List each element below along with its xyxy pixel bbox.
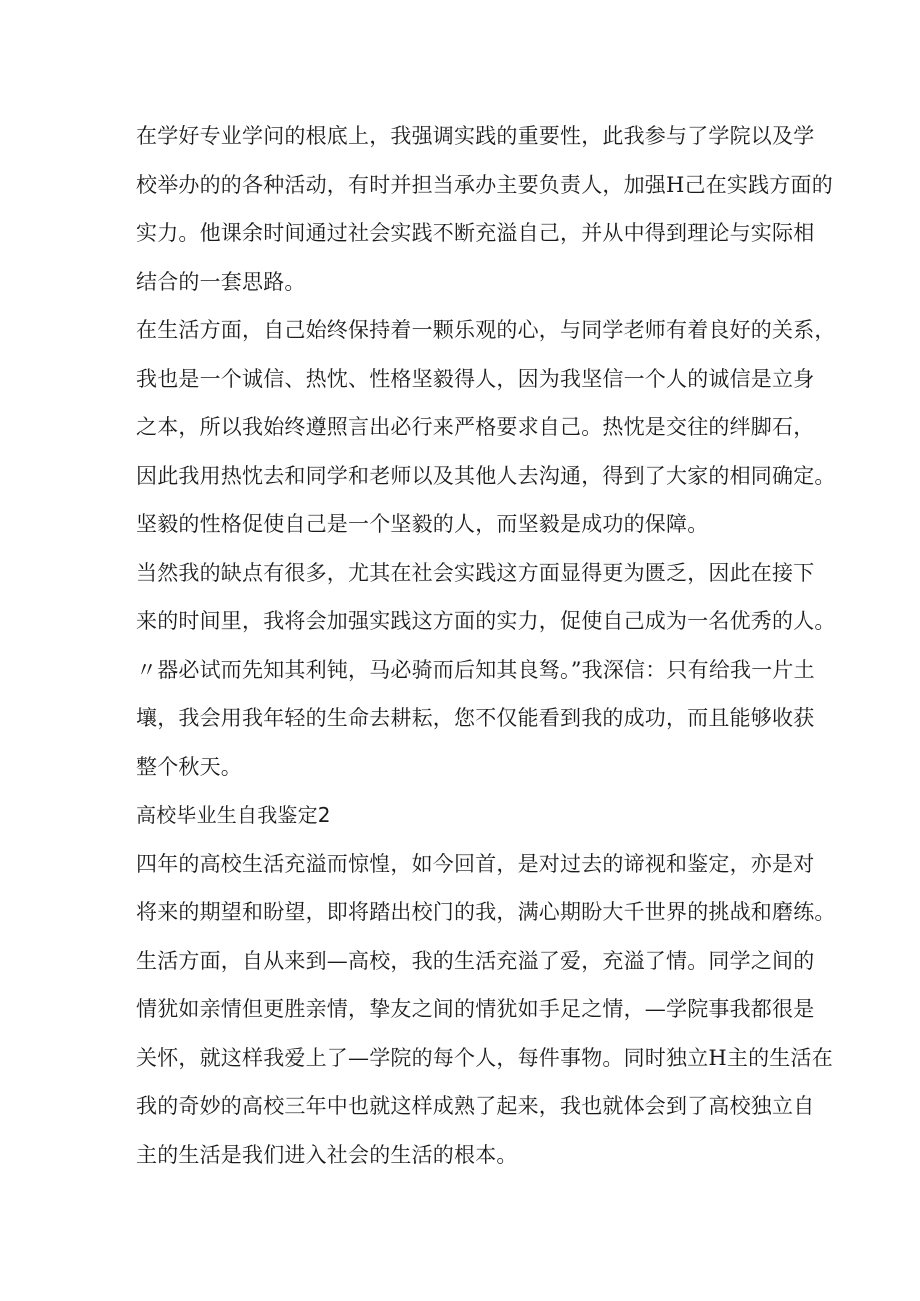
text-line: 整个秋天。 [136,754,242,779]
text-line: 生活方面，自从来到—高校，我的生活充溢了爱，充溢了情。同学之间的 [136,948,815,973]
text-line: 〃器必试而先知其利钝，马必骑而后知其良驽。”我深信：只有给我一片土 [136,657,815,682]
text-line: 来的时间里，我将会加强实践这方面的实力，促使自己成为一名优秀的人。 [136,609,836,633]
text-line: 在学好专业学问的根底上，我强调实践的重要性，此我参与了学院以及学 [136,124,815,148]
text-line: 主的生活是我们进入社会的生活的根本。 [136,1142,518,1167]
text-line: 我的奇妙的高校三年中也就这样成熟了起来，我也就体会到了高校独立自 [136,1094,815,1118]
text-line: 坚毅的性格促使自己是一个坚毅的人，而坚毅是成功的保障。 [136,512,709,536]
text-line: 当然我的缺点有很多，尤其在社会实践这方面显得更为匮乏，因此在接下 [136,560,815,585]
text-line: 校举办的的各种活动，有时并担当承办主要负责人，加强H己在实践方面的 [136,172,833,197]
text-line: 四年的高校生活充溢而惊惶，如今回首，是对过去的谛视和鉴定，亦是对 [136,851,815,876]
text-line: 关怀，就这样我爱上了—学院的每个人，每件事物。同时独立H主的生活在 [136,1045,833,1070]
text-line: 在生活方面，自己始终保持着一颗乐观的心，与同学老师有着良好的关系， [136,318,836,342]
text-line: 实力。他课余时间通过社会实践不断充溢自己，并从中得到理论与实际相 [136,221,815,245]
document-body [136,112,836,1179]
text-line: 因此我用热忱去和同学和老师以及其他人去沟通，得到了大家的相同确定。 [136,463,836,488]
text-line: 将来的期望和盼望，即将踏出校门的我，满心期盼大千世界的挑战和磨练。 [136,900,836,924]
text-line: 情犹如亲情但更胜亲情，挚友之间的情犹如手足之情，—学院事我都很是 [136,997,815,1021]
text-line: 我也是一个诚信、热忱、性格坚毅得人，因为我坚信一个人的诚信是立身 [136,366,815,391]
text-line: 结合的一套思路。 [136,269,306,294]
section-heading: 高校毕业生自我鉴定2 [136,803,331,827]
text-line: 壤，我会用我年轻的生命去耕耘，您不仅能看到我的成功，而且能够收获 [136,706,815,730]
text-line: 之本，所以我始终遵照言出必行来严格要求自己。热忱是交往的绊脚石， [136,415,815,439]
